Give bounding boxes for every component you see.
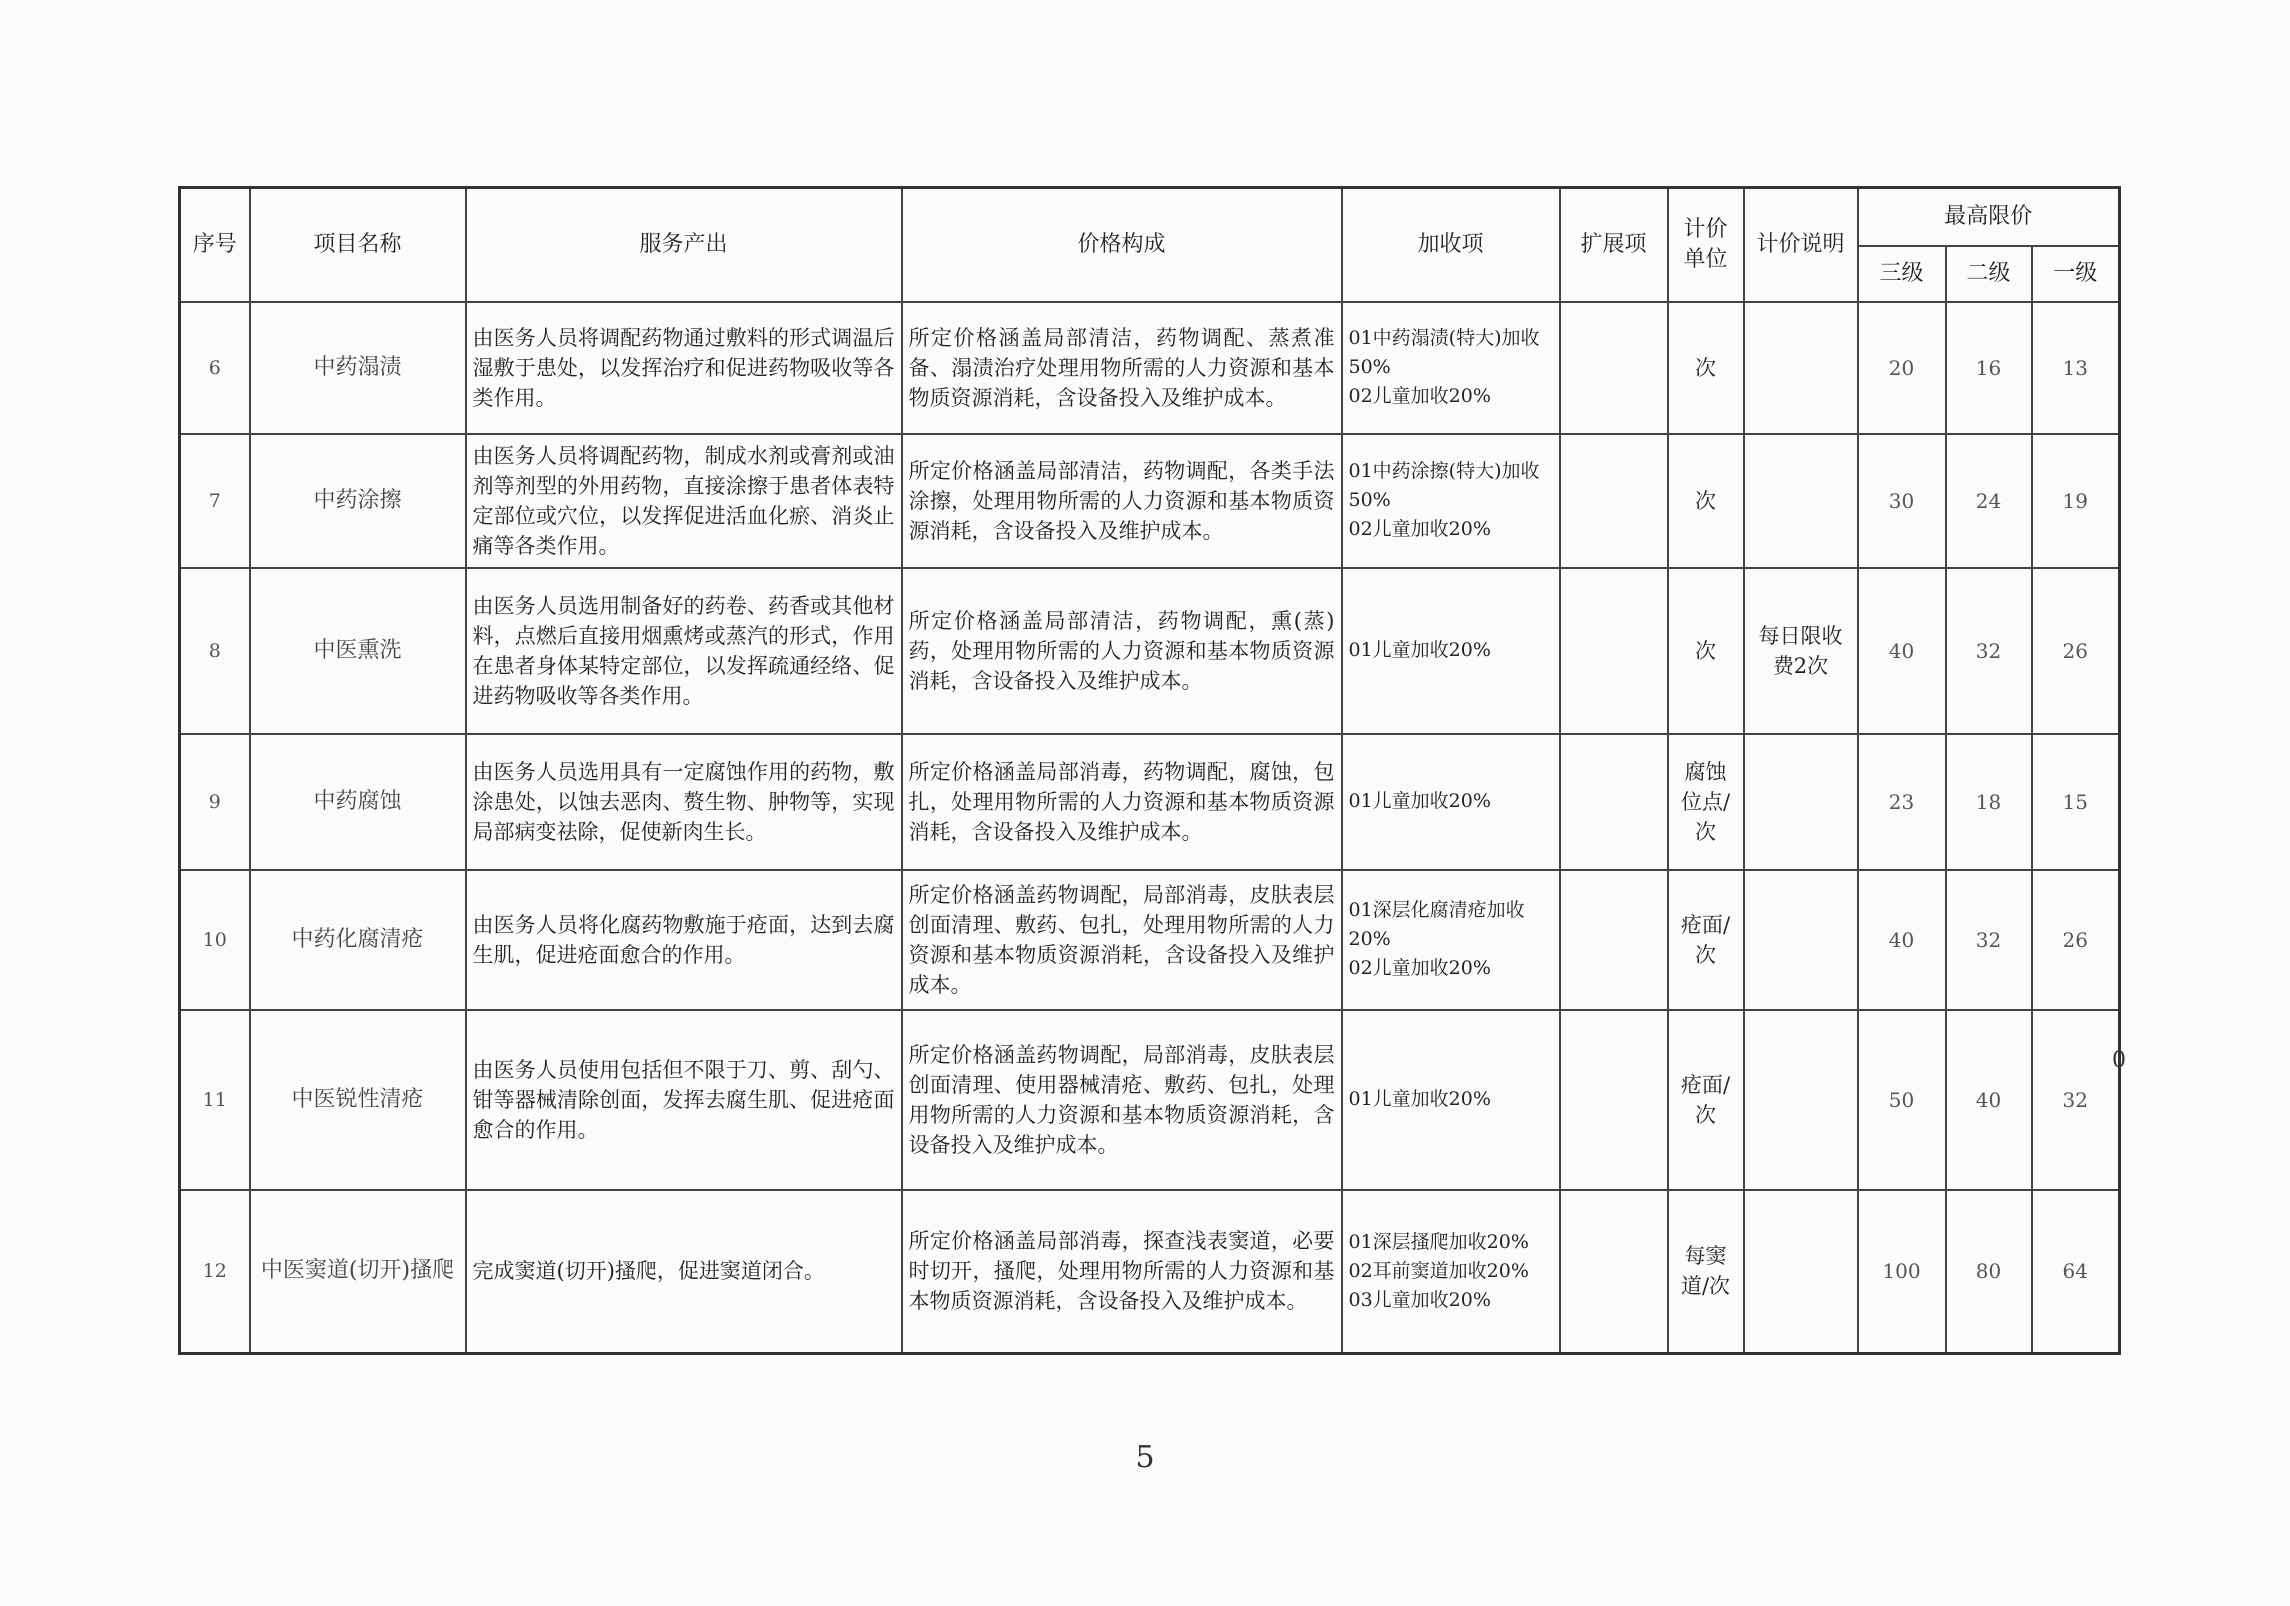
row-price-level-2: 40 <box>1946 1010 2032 1190</box>
row-price-composition: 所定价格涵盖药物调配，局部消毒，皮肤表层创面清理、敷药、包扎，处理用物所需的人力资源和基本物质资源消耗，含设备投入及维护成本。 <box>902 870 1342 1010</box>
row-price-level-2: 32 <box>1946 870 2032 1010</box>
row-item-name: 中医窦道(切开)搔爬 <box>250 1190 466 1354</box>
row-seq: 10 <box>180 870 250 1010</box>
row-note <box>1744 870 1858 1010</box>
row-extension <box>1560 302 1668 434</box>
table-row <box>180 734 2120 870</box>
row-service: 由医务人员选用具有一定腐蚀作用的药物，敷涂患处，以蚀去恶肉、赘生物、肿物等，实现局部病变祛除，促使新肉生长。 <box>466 734 902 870</box>
row-surcharges <box>1342 870 1560 1010</box>
row-extension <box>1560 734 1668 870</box>
header-level-3: 三级 <box>1858 246 1946 302</box>
price-table <box>178 186 2121 1355</box>
row-unit: 疮面/次 <box>1668 870 1744 1010</box>
row-item-name: 中药化腐清疮 <box>250 870 466 1010</box>
row-item-name: 中医锐性清疮 <box>250 1010 466 1190</box>
edge-mark: 0 <box>2112 1048 2126 1073</box>
row-seq: 8 <box>180 568 250 734</box>
row-surcharges <box>1342 734 1560 870</box>
table-row <box>180 568 2120 734</box>
row-surcharges <box>1342 434 1560 568</box>
row-price-level-1: 64 <box>2032 1190 2120 1354</box>
row-seq: 6 <box>180 302 250 434</box>
header-unit: 计价单位 <box>1668 188 1744 302</box>
row-seq: 11 <box>180 1010 250 1190</box>
table-row <box>180 870 2120 1010</box>
row-note: 每日限收费2次 <box>1744 568 1858 734</box>
surcharge-item: 01儿童加收20% <box>1348 639 1491 661</box>
row-unit: 疮面/次 <box>1668 1010 1744 1190</box>
row-note <box>1744 1010 1858 1190</box>
header-seq: 序号 <box>180 188 250 302</box>
row-surcharges <box>1342 1190 1560 1354</box>
row-price-composition: 所定价格涵盖药物调配，局部消毒，皮肤表层创面清理、使用器械清疮、敷药、包扎，处理用物所需的人力资源和基本物质资源消耗，含设备投入及维护成本。 <box>902 1010 1342 1190</box>
row-note <box>1744 434 1858 568</box>
page-number: 5 <box>1135 1440 1155 1475</box>
row-service: 由医务人员使用包括但不限于刀、剪、刮勺、钳等器械清除创面，发挥去腐生肌、促进疮面愈合的作用。 <box>466 1010 902 1190</box>
table-row <box>180 1190 2120 1354</box>
header-note: 计价说明 <box>1744 188 1858 302</box>
row-price-level-1: 26 <box>2032 870 2120 1010</box>
header-price: 价格构成 <box>902 188 1342 302</box>
row-seq: 12 <box>180 1190 250 1354</box>
row-unit: 次 <box>1668 568 1744 734</box>
row-note <box>1744 1190 1858 1354</box>
table-row <box>180 1010 2120 1190</box>
row-seq: 7 <box>180 434 250 568</box>
row-price-composition: 所定价格涵盖局部清洁，药物调配，熏(蒸)药，处理用物所需的人力资源和基本物质资源消耗，含设备投入及维护成本。 <box>902 568 1342 734</box>
row-service: 完成窦道(切开)搔爬，促进窦道闭合。 <box>466 1190 902 1354</box>
table-row <box>180 302 2120 434</box>
row-item-name: 中药溻渍 <box>250 302 466 434</box>
header-max-price: 最高限价 <box>1858 188 2120 246</box>
row-extension <box>1560 1190 1668 1354</box>
header-add: 加收项 <box>1342 188 1560 302</box>
row-surcharges <box>1342 1010 1560 1190</box>
header-level-2: 二级 <box>1946 246 2032 302</box>
surcharge-item: 01中药溻渍(特大)加收50% <box>1348 327 1540 378</box>
surcharge-item: 01儿童加收20% <box>1348 1088 1491 1110</box>
surcharge-item: 01深层搔爬加收20% <box>1348 1230 1529 1253</box>
header-service: 服务产出 <box>466 188 902 302</box>
row-unit: 次 <box>1668 302 1744 434</box>
row-seq: 9 <box>180 734 250 870</box>
row-note <box>1744 734 1858 870</box>
row-price-level-1: 15 <box>2032 734 2120 870</box>
row-service: 由医务人员选用制备好的药卷、药香或其他材料，点燃后直接用烟熏烤或蒸汽的形式，作用在患者身体某特定部位，以发挥疏通经络、促进药物吸收等各类作用。 <box>466 568 902 734</box>
row-price-level-1: 32 <box>2032 1010 2120 1190</box>
row-item-name: 中医熏洗 <box>250 568 466 734</box>
header-ext: 扩展项 <box>1560 188 1668 302</box>
row-surcharges <box>1342 568 1560 734</box>
row-price-level-3: 40 <box>1858 870 1946 1010</box>
row-item-name: 中药腐蚀 <box>250 734 466 870</box>
row-service: 由医务人员将调配药物，制成水剂或膏剂或油剂等剂型的外用药物，直接涂擦于患者体表特定部位或穴位，以发挥促进活血化瘀、消炎止痛等各类作用。 <box>466 434 902 568</box>
row-price-level-3: 40 <box>1858 568 1946 734</box>
surcharge-item: 01深层化腐清疮加收20% <box>1348 899 1525 950</box>
row-note <box>1744 302 1858 434</box>
row-price-level-3: 20 <box>1858 302 1946 434</box>
row-price-level-3: 23 <box>1858 734 1946 870</box>
surcharge-item: 01儿童加收20% <box>1348 790 1491 812</box>
surcharge-item: 03儿童加收20% <box>1348 1288 1491 1311</box>
surcharge-item: 02儿童加收20% <box>1348 518 1491 540</box>
row-surcharges <box>1342 302 1560 434</box>
row-price-level-2: 80 <box>1946 1190 2032 1354</box>
row-price-level-3: 100 <box>1858 1190 1946 1354</box>
row-price-level-1: 19 <box>2032 434 2120 568</box>
row-price-level-2: 24 <box>1946 434 2032 568</box>
row-price-level-2: 16 <box>1946 302 2032 434</box>
row-price-composition: 所定价格涵盖局部消毒，药物调配，腐蚀，包扎，处理用物所需的人力资源和基本物质资源消耗，含设备投入及维护成本。 <box>902 734 1342 870</box>
row-extension <box>1560 870 1668 1010</box>
row-price-level-3: 50 <box>1858 1010 1946 1190</box>
row-price-composition: 所定价格涵盖局部消毒，探查浅表窦道，必要时切开，搔爬，处理用物所需的人力资源和基本物质资源消耗，含设备投入及维护成本。 <box>902 1190 1342 1354</box>
row-price-level-1: 13 <box>2032 302 2120 434</box>
surcharge-item: 02耳前窦道加收20% <box>1348 1259 1529 1282</box>
row-item-name: 中药涂擦 <box>250 434 466 568</box>
row-price-composition: 所定价格涵盖局部清洁，药物调配、蒸煮准备、溻渍治疗处理用物所需的人力资源和基本物质资源消耗，含设备投入及维护成本。 <box>902 302 1342 434</box>
row-unit: 次 <box>1668 434 1744 568</box>
row-service: 由医务人员将调配药物通过敷料的形式调温后湿敷于患处，以发挥治疗和促进药物吸收等各类作用。 <box>466 302 902 434</box>
row-price-level-2: 18 <box>1946 734 2032 870</box>
row-unit: 腐蚀位点/次 <box>1668 734 1744 870</box>
row-price-level-1: 26 <box>2032 568 2120 734</box>
row-service: 由医务人员将化腐药物敷施于疮面，达到去腐生肌，促进疮面愈合的作用。 <box>466 870 902 1010</box>
row-extension <box>1560 434 1668 568</box>
surcharge-item: 01中药涂擦(特大)加收50% <box>1348 460 1540 511</box>
surcharge-item: 02儿童加收20% <box>1348 957 1491 979</box>
row-price-level-3: 30 <box>1858 434 1946 568</box>
row-price-composition: 所定价格涵盖局部清洁，药物调配，各类手法涂擦，处理用物所需的人力资源和基本物质资源消耗，含设备投入及维护成本。 <box>902 434 1342 568</box>
surcharge-item: 02儿童加收20% <box>1348 385 1491 407</box>
header-name: 项目名称 <box>250 188 466 302</box>
row-price-level-2: 32 <box>1946 568 2032 734</box>
table-row <box>180 434 2120 568</box>
row-unit: 每窦道/次 <box>1668 1190 1744 1354</box>
row-extension <box>1560 568 1668 734</box>
header-level-1: 一级 <box>2032 246 2120 302</box>
row-extension <box>1560 1010 1668 1190</box>
